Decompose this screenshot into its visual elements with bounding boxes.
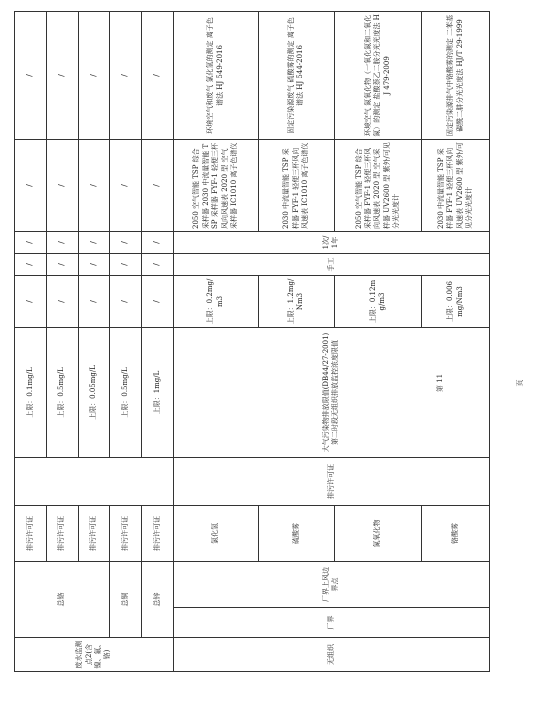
standard-basis-cell: 大气污染物排放限值(DB44/27-2001)第二时段无组织排放监控浓度限值 <box>173 328 489 458</box>
basis-cell: 排污许可证 <box>142 506 174 562</box>
pollutant-cell: 总铜 <box>110 562 142 638</box>
dash-cell: / <box>78 12 110 140</box>
basis-cell: 排污许可证 <box>110 506 142 562</box>
basis-cell: 排污许可证 <box>78 506 110 562</box>
dash-cell: / <box>110 254 142 276</box>
equipment-cell: 2050 空气智能 TSP 综合采样器 2030 中流量智能 TSP 采样器 FYF-1 轻便三杯风向风速表 2020 型 空气采样器 IC1010 离子色谱仪 <box>173 140 258 232</box>
dash-cell: / <box>78 140 110 232</box>
dash-cell: / <box>142 232 174 254</box>
limit-cell: 上限：0.5mg/L <box>46 328 78 458</box>
equipment-cell: 2050 空气智能 TSP 综合采样器 FYF-1 轻便三杯风向风速表 2020 型 空气采样器 UV2600 型 紫外/可见分光光度计 <box>335 140 422 232</box>
dash-cell: / <box>110 140 142 232</box>
limit-cell: 上限：0.12mg/m3 <box>335 276 422 328</box>
dash-cell: / <box>15 276 47 328</box>
dash-cell: / <box>15 140 47 232</box>
point-group-label: 废水监测点2(含镍、氟、铬) <box>15 638 174 672</box>
category-cell: 无组织 <box>173 638 489 672</box>
dash-cell: / <box>46 276 78 328</box>
dash-cell: / <box>46 232 78 254</box>
pollutant-cell: 氮氧化物 <box>335 506 422 562</box>
limit-cell: 上限：0.006mg/Nm3 <box>422 276 490 328</box>
pollutant-cell: 总锌 <box>142 562 174 638</box>
dash-cell: / <box>15 232 47 254</box>
factory-cell: 厂界 <box>173 608 489 638</box>
basis-cell: 排污许可证 <box>46 506 78 562</box>
dash-cell: / <box>142 254 174 276</box>
dash-cell: / <box>15 254 47 276</box>
dash-cell: / <box>46 254 78 276</box>
dash-cell: / <box>46 140 78 232</box>
rotated-table-container <box>14 12 524 672</box>
monitoring-table <box>14 11 524 672</box>
standard-basis-cell <box>15 458 174 506</box>
dash-cell: / <box>78 232 110 254</box>
dash-cell: / <box>78 276 110 328</box>
method-cell: 固定污染源废气 硫酸雾的测定 离子色谱法 HJ 544-2016 <box>258 12 334 140</box>
equipment-cell: 2030 中流量智能 TSP 采样器 FYF-1 轻便三杯风向风速表 UV2600 型 紫外/可见分光光度计 <box>422 140 490 232</box>
dash-cell: / <box>142 140 174 232</box>
pollutant-cell: 总铬 <box>15 562 110 638</box>
dash-cell: / <box>110 276 142 328</box>
method-type-cell: 手工 <box>173 254 489 276</box>
basis-cell: 排污许可证 <box>15 506 47 562</box>
pollutant-cell: 铬酸雾 <box>422 506 490 562</box>
dash-cell: / <box>142 276 174 328</box>
method-cell: 环境空气和废气 氯化氢的测定 离子色谱法 HJ 549-2016 <box>173 12 258 140</box>
dash-cell: / <box>110 12 142 140</box>
limit-cell: 上限：0.5mg/L <box>110 328 142 458</box>
point-group-label: 厂界上风边界点 <box>173 562 489 608</box>
limit-cell: 上限：0.05mg/L <box>78 328 110 458</box>
dash-cell: / <box>142 12 174 140</box>
basis-cell: 排污许可证 <box>173 458 489 506</box>
method-cell: 固定污染源排气中铬酸雾的测定 二苯基碳酰二肼分光光度法 HJ/T 29-1999 <box>422 12 490 140</box>
pollutant-cell: 氯化氢 <box>173 506 258 562</box>
method-cell: 环境空气 氮氧化物（一氧化氮和二氧化氮）的测定 盐酸萘乙二胺分光光度法 HJ 479-2009 <box>335 12 422 140</box>
limit-cell: 上限：0.1mg/L <box>15 328 47 458</box>
frequency-cell: 1次/1年 <box>173 232 489 254</box>
dash-cell: / <box>46 12 78 140</box>
dash-cell: / <box>110 232 142 254</box>
dash-cell: / <box>15 12 47 140</box>
limit-cell: 上限：0.2mg/m3 <box>173 276 258 328</box>
page-number: 第 11 页 <box>436 373 524 393</box>
dash-cell: / <box>78 254 110 276</box>
limit-cell: 上限：1.2mg/Nm3 <box>258 276 334 328</box>
pollutant-cell: 硫酸雾 <box>258 506 334 562</box>
limit-cell: 上限：1mg/L <box>142 328 174 458</box>
equipment-cell: 2030 中流量智能 TSP 采样器 FYF-1 轻便三杯风向风速表 IC1010 离子色谱仪 <box>258 140 334 232</box>
